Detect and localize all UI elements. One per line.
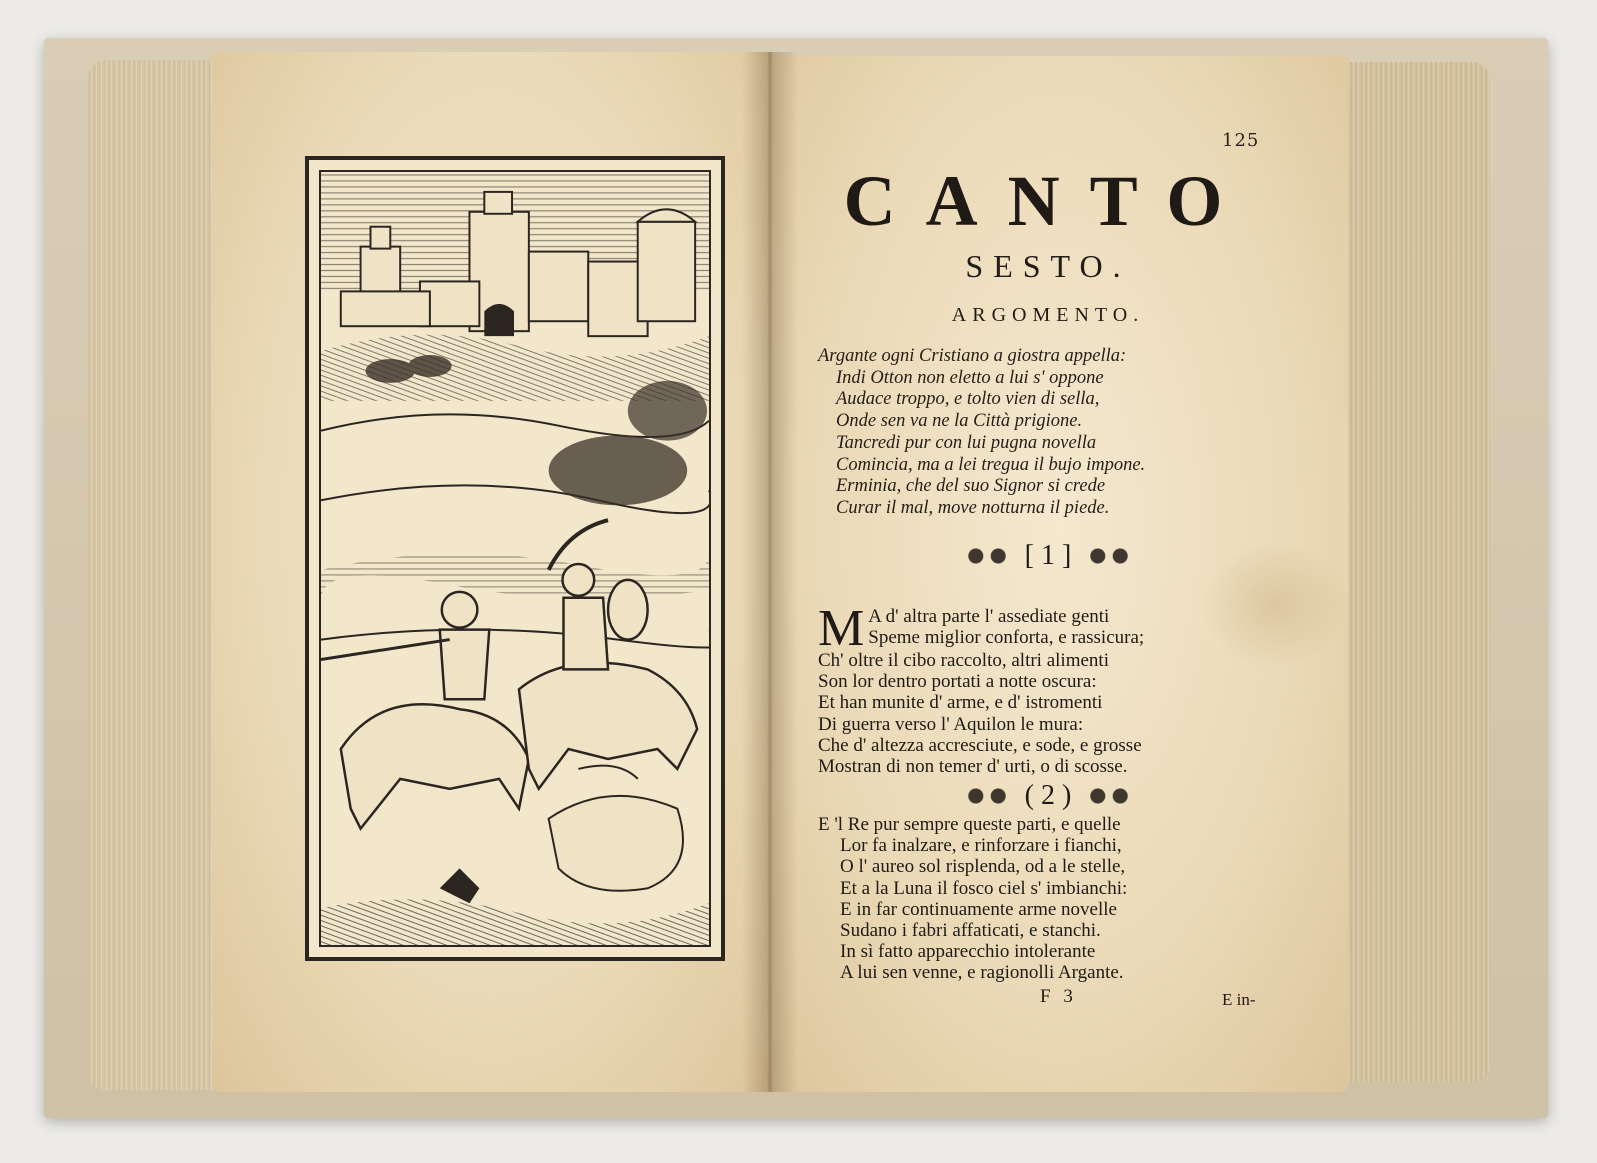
canto-title: CANTO [843, 161, 1253, 241]
stanza-two [818, 814, 1288, 984]
argomento-verse [818, 346, 1288, 520]
book-gutter [742, 52, 798, 1092]
verse-line: E 'l Re pur sempre queste parti, e quelle [818, 814, 1121, 835]
fleuron-ornament [959, 784, 1015, 808]
verse-line: Curar il mal, move notturna il piede. [836, 497, 1110, 518]
woodcut-illustration [305, 156, 725, 961]
verse-line: Sudano i fabri affaticati, e stanchi. [840, 920, 1101, 942]
verse-line: Argante ogni Cristiano a giostra appella: [818, 346, 1127, 366]
page-number: 125 [1222, 130, 1260, 151]
verse-line: In sì fatto apparecchio intolerante [840, 941, 1096, 963]
stanza-number: ( 2 ) [1024, 780, 1072, 811]
stanza-one [818, 600, 1288, 778]
verse-line: Mostran di non temer d' urti, o di scosse. [818, 756, 1128, 778]
verse-line: Lor fa inalzare, e rinforzare i fianchi, [840, 835, 1122, 857]
stanza-number: [ 1 ] [1024, 540, 1072, 571]
signature-mark: F 3 [1040, 986, 1077, 1007]
verse-line: Che d' altezza accresciute, e sode, e grosse [818, 734, 1142, 756]
canto-subtitle: SESTO. [965, 248, 1131, 284]
verse-line: Son lor dentro portati a notte oscura: [818, 671, 1097, 693]
verse-line: Audace troppo, e tolto vien di sella, [836, 389, 1100, 410]
fleuron-ornament [1081, 544, 1137, 568]
left-page-edges [88, 60, 228, 1090]
verse-line: E in far continuamente arme novelle [840, 898, 1117, 920]
drop-cap: M [818, 600, 865, 657]
stanza-marker [808, 780, 1288, 812]
verse-line: O l' aureo sol risplenda, od a le stelle, [840, 856, 1126, 878]
woodcut-frame [319, 170, 711, 947]
verse-line: Onde sen va ne la Città prigione. [836, 411, 1083, 432]
woodcut-drawing [321, 172, 709, 945]
verse-line: A d' altra parte l' assediate genti [868, 606, 1110, 627]
verse-line: Tancredi pur con lui pugna novella [836, 432, 1097, 453]
right-page-edges [1340, 62, 1490, 1082]
verse-line: Ch' oltre il cibo raccolto, altri alimenti [818, 650, 1109, 671]
fleuron-ornament [959, 544, 1015, 568]
verse-line: A lui sen venne, e ragionolli Argante. [840, 962, 1124, 984]
verse-line: Et a la Luna il fosco ciel s' imbianchi: [840, 877, 1128, 899]
verse-line: Speme miglior conforta, e rassicura; [868, 627, 1145, 649]
verse-line: Di guerra verso l' Aquilon le mura: [818, 713, 1084, 735]
stanza-marker [808, 540, 1288, 572]
catchword: E in- [1222, 990, 1256, 1009]
verse-line: Comincia, ma a lei tregua il bujo impone. [836, 454, 1146, 475]
fleuron-ornament [1081, 784, 1137, 808]
verse-line: Erminia, che del suo Signor si crede [836, 476, 1106, 497]
verse-line: Et han munite d' arme, e d' istromenti [818, 692, 1103, 714]
verse-line: Indi Otton non eletto a lui s' oppone [836, 367, 1104, 388]
argomento-heading: ARGOMENTO. [951, 304, 1145, 326]
